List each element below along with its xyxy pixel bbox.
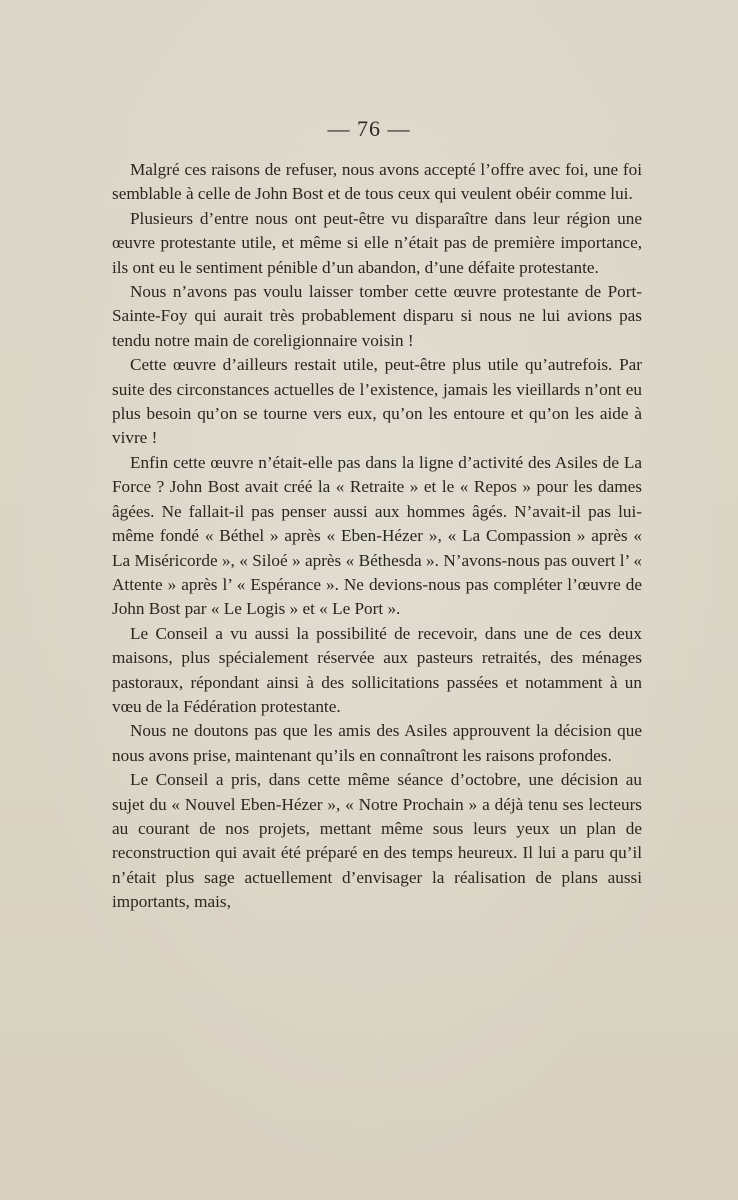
paragraph-6: Le Conseil a vu aussi la possibilité de recevoir, dans une de ces deux maisons, plus spécialement réservée aux pasteurs retraités, des ménages pastoraux, répondant ainsi à des sollicitations passées et notamment à un vœu de la Fédération protestante. <box>112 623 642 716</box>
body-text <box>112 158 642 915</box>
paragraph-2: Plusieurs d’entre nous ont peut-être vu disparaître dans leur région une œuvre protestante utile, et même si elle n’était pas de première importance, ils ont eu le sentiment pénible d’un abandon, d’une défaite protestante. <box>112 208 642 277</box>
paragraph-3: Nous n’avons pas voulu laisser tomber cette œuvre protestante de Port-Sainte-Foy qui aurait très probablement disparu si nous ne lui avions pas tendu notre main de coreligionnaire voisin ! <box>112 282 642 350</box>
paragraph-7: Nous ne doutons pas que les amis des Asiles approuvent la décision que nous avons prise, maintenant qu’ils en connaîtront les raisons profondes. <box>112 721 642 765</box>
paragraph-5: Enfin cette œuvre n’était-elle pas dans la ligne d’activité des Asiles de La Force ? John Bost avait créé la « Retraite » et le « Repos » pour les dames âgées. Ne fallait-il pas penser aussi aux hommes âgés. N’avait-il pas lui-même fondé « Béthel » après « Eben-Hézer », « La Compassion » après « La Miséricorde », « Siloé » après « Béthesda ». N’avons-nous pas ouvert l’ « Attente » après l’ « Espérance ». Ne devions-nous pas compléter l’œuvre de John Bost par « Le Logis » et « Le Port ». <box>112 452 642 619</box>
paragraph-1: Malgré ces raisons de refuser, nous avons accepté l’offre avec foi, une foi semblable à celle de John Bost et de tous ceux qui veulent obéir comme lui. <box>112 160 642 204</box>
paragraph-4: Cette œuvre d’ailleurs restait utile, peut-être plus utile qu’autrefois. Par suite des circonstances actuelles de l’existence, jamais les vieillards n’ont eu plus besoin qu’on se tourne vers eux, qu’on les entoure et qu’on les aide à vivre ! <box>112 355 642 448</box>
page-number: — 76 — <box>327 116 411 141</box>
paragraph-8: Le Conseil a pris, dans cette même séance d’octobre, une décision au sujet du « Nouvel Eben-Hézer », « Notre Prochain » a déjà tenu ses lecteurs au courant de nos projets, mettant même sous leurs yeux un plan de reconstruction qui avait été préparé en des temps heureux. Il lui a paru qu’il n’était plus sage actuellement d’envisager la réalisation de plans aussi importants, mais, <box>112 770 642 912</box>
